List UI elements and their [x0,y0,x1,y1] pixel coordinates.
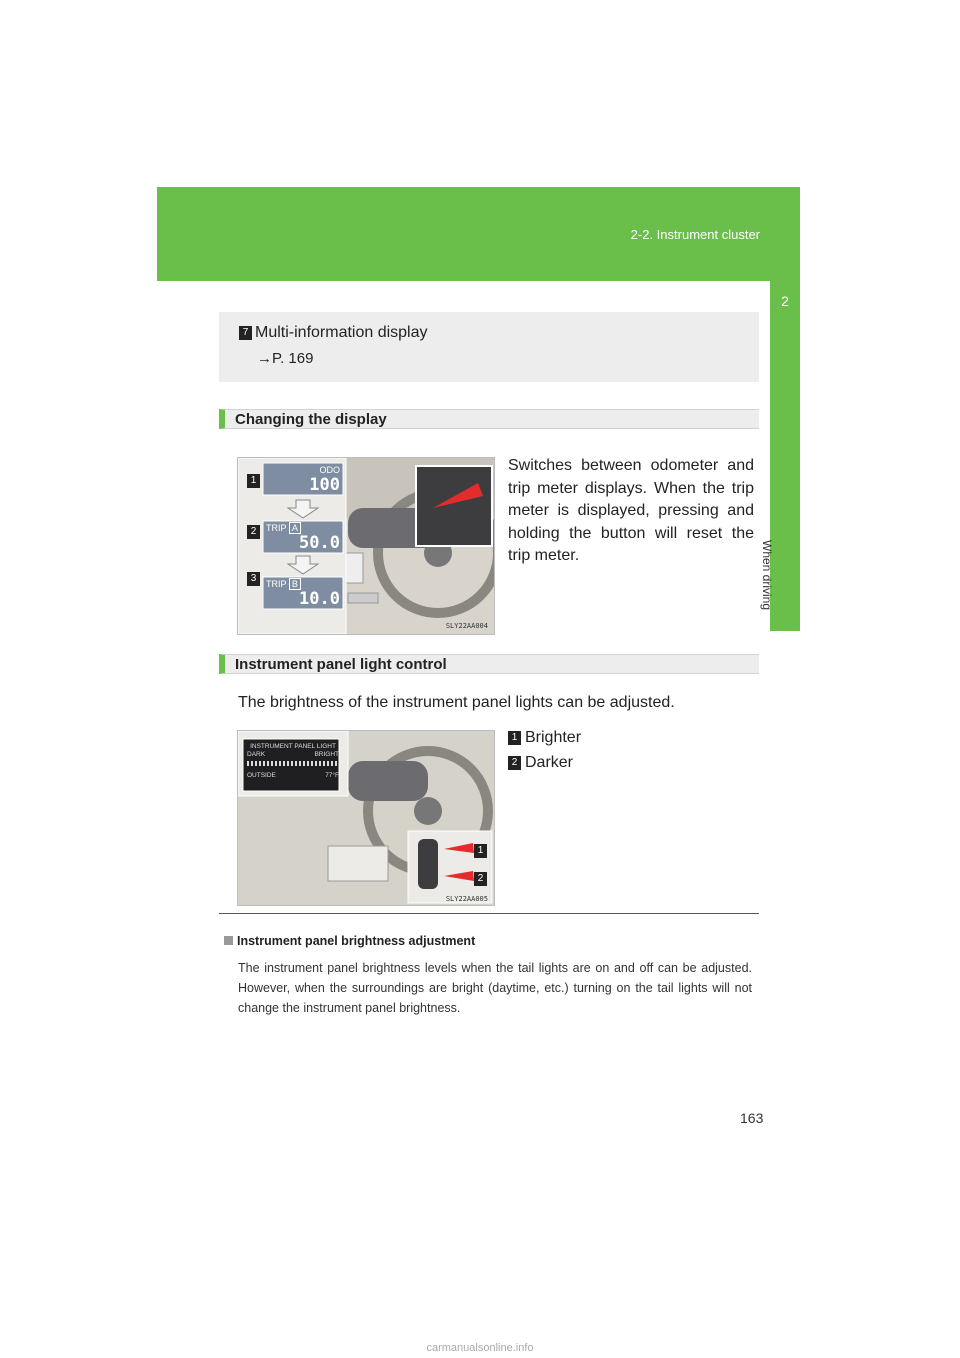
display-trip-a: TRIP A 50.0 [266,523,340,553]
note-heading: Instrument panel brightness adjustment [224,934,475,948]
notes-divider [219,913,759,914]
chapter-side-tab [770,281,800,631]
item-label: Brighter [525,729,582,746]
watermark: carmanualsonline.info [426,1342,534,1354]
item-number-badge: 2 [508,756,521,770]
callout-brighter: 1 [474,842,487,860]
panel-light-figure [237,730,495,906]
section-heading-changing-display [219,409,759,429]
callout-1: 1 [247,472,260,490]
display-trip-b: TRIP B 10.0 [266,579,340,609]
section-heading-text: Instrument panel light control [235,656,447,673]
chapter-label: When driving [760,540,774,611]
figure-code: SLY22AA005 [445,895,488,903]
item-label: Multi-information display [255,324,428,341]
item-number-badge: 1 [508,731,521,745]
list-item-brighter [508,729,581,747]
chapter-header-band [157,187,800,281]
panel-screen: INSTRUMENT PANEL LIGHT DARK BRIGHT OUTSIDE 77°F [247,743,339,779]
page-reference-link[interactable]: →P. 169 [257,350,314,367]
display-odo: ODO 100 [309,465,340,495]
odometer-figure [237,457,495,635]
bullet-square-icon [224,936,233,945]
section1-body: Switches between odometer and trip meter displays. When the trip meter is displayed, pressing and holding the button will reset the trip meter. [508,457,754,564]
callout-darker: 2 [474,870,487,888]
page-number: 163 [740,1110,764,1126]
item-number-badge: 7 [239,326,252,340]
section-title: 2-2. Instrument cluster [630,227,760,242]
callout-3: 3 [247,570,260,588]
callout-2: 2 [247,523,260,541]
section-heading-text: Changing the display [235,411,387,428]
section-heading-panel-light [219,654,759,674]
section2-intro: The brightness of the instrument panel lights can be adjusted. [238,694,675,711]
note-body: The instrument panel brightness levels when the tail lights are on and off can be adjusted. However, when the surroundings are bright (daytime, etc.) turning on the tail lights will not change the instrument panel brightness. [238,961,752,1015]
list-item-darker [508,754,573,772]
info-item [239,324,428,342]
info-box [219,312,759,382]
figure-code: SLY22AA004 [445,622,488,630]
item-label: Darker [525,754,574,771]
chapter-number: 2 [781,293,789,309]
